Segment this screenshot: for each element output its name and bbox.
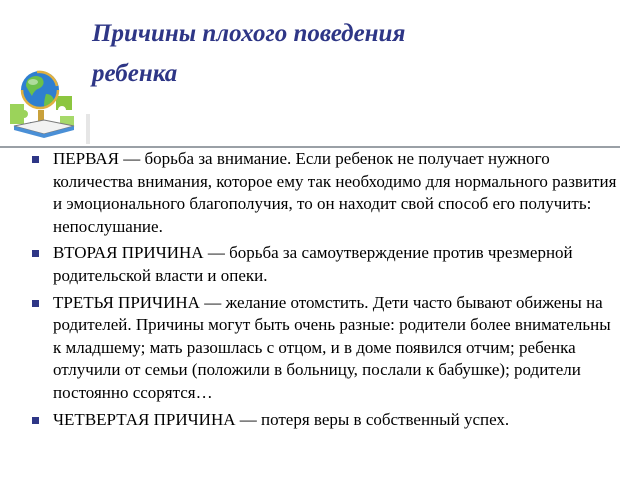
title-line-2: ребенка bbox=[92, 60, 178, 87]
bullet-text: ТРЕТЬЯ ПРИЧИНА — желание отомстить. Дети часто бывают обижены на родителей. Причины могут быть очень разные: родители более внимательны к младшему; мать разошлась с отцом, и в доме появился отчим; ребенка отлучили от семьи (положили в больницу, послали к бабушке); родители постоянно ссорятся… bbox=[53, 292, 611, 402]
square-bullet-icon bbox=[32, 417, 39, 424]
title-line-1: Причины плохого поведения bbox=[92, 20, 406, 47]
bullet-list bbox=[32, 148, 622, 435]
slide-title bbox=[92, 14, 632, 94]
bullet-item bbox=[32, 148, 622, 238]
bullet-text: ЧЕТВЕРТАЯ ПРИЧИНА — потеря веры в собственный успех. bbox=[53, 409, 510, 429]
square-bullet-icon bbox=[32, 250, 39, 257]
square-bullet-icon bbox=[32, 156, 39, 163]
title-accent-bar bbox=[86, 114, 90, 144]
bullet-text: ВТОРАЯ ПРИЧИНА — борьба за самоутверждение против чрезмерной родительской власти и опеки. bbox=[53, 243, 573, 285]
bullet-item bbox=[32, 242, 622, 287]
bullet-item bbox=[32, 409, 622, 432]
bullet-text: ПЕРВАЯ — борьба за внимание. Если ребенок не получает нужного количества внимания, которое ему так необходимо для нормального развития и эмоционального благополучия, то он находит свой способ его получить: непослушание. bbox=[53, 149, 617, 236]
square-bullet-icon bbox=[32, 300, 39, 307]
bullet-item bbox=[32, 292, 622, 405]
globe-icon bbox=[0, 60, 84, 144]
